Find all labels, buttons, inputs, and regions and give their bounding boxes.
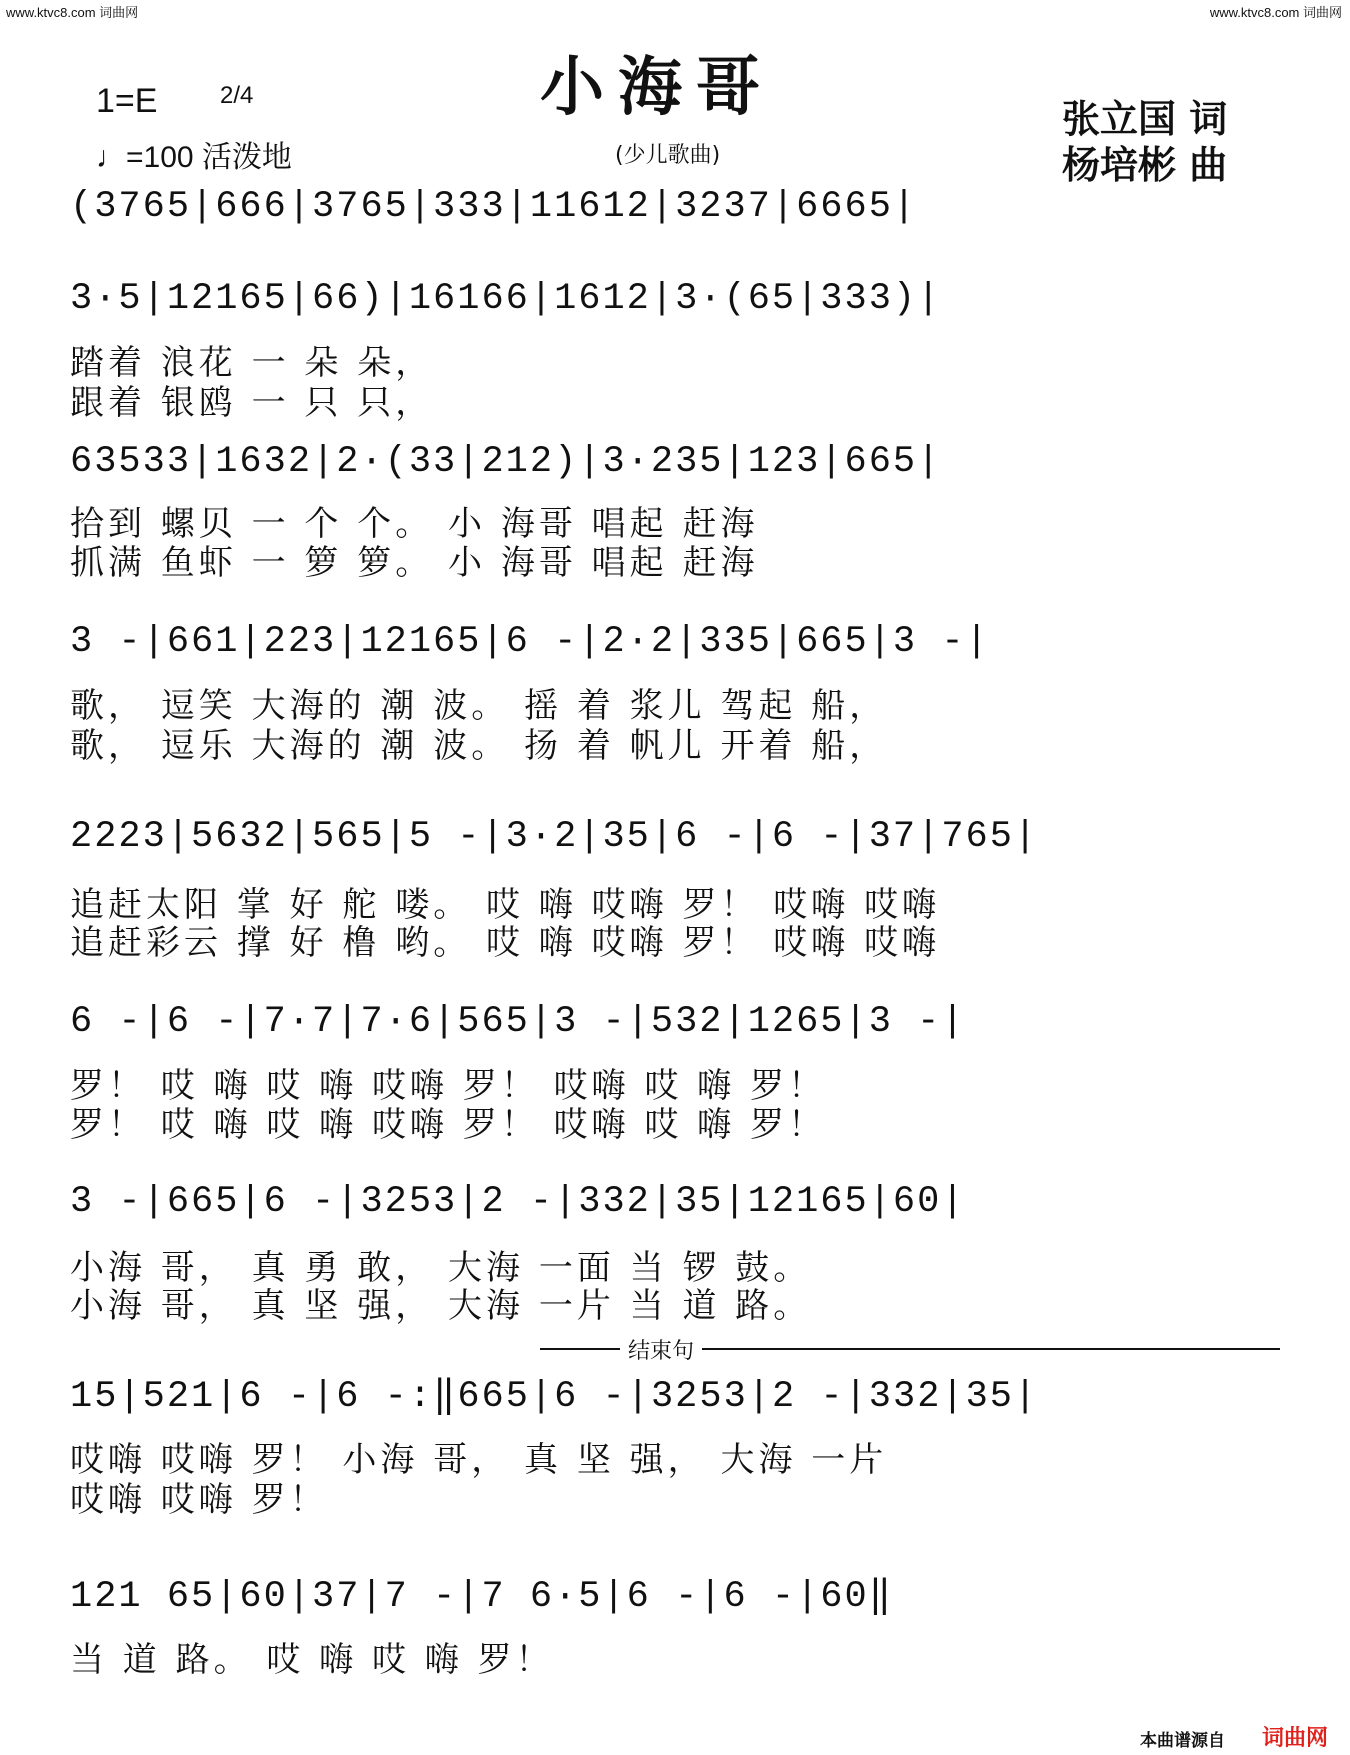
key-signature: 1=E xyxy=(96,82,158,120)
system-2-lyric-1: 踏着 浪花 一 朵 朵， xyxy=(70,343,434,383)
system-5-lyric-1: 追赶太阳 掌 好 舵 喽。 哎 嗨 哎嗨 罗！ 哎嗨 哎嗨 xyxy=(70,885,941,925)
site-logo: 词曲网 xyxy=(1262,1725,1329,1750)
system-5-lyric-2: 追赶彩云 撑 好 橹 哟。 哎 嗨 哎嗨 罗！ 哎嗨 哎嗨 xyxy=(70,923,941,963)
composer-credit: 杨培彬 曲 xyxy=(1062,143,1228,187)
system-4-lyric-1: 歌， 逗笑 大海的 潮 波。 摇 着 浆儿 驾起 船， xyxy=(70,686,888,726)
system-4-notes: 3 -|661|223|12165|6 -|2·2|335|665|3 -| xyxy=(70,621,990,663)
system-6-lyric-1: 罗！ 哎 嗨 哎 嗨 哎嗨 罗！ 哎嗨 哎 嗨 罗！ xyxy=(70,1066,827,1106)
system-7-lyric-1: 小海 哥， 真 勇 敢， 大海 一面 当 锣 鼓。 xyxy=(70,1248,812,1288)
subtitle: (少儿歌曲) xyxy=(615,143,721,168)
ending-label: 结束句 xyxy=(620,1334,702,1365)
watermark-left: www.ktvc8.com 词曲网 xyxy=(6,5,139,20)
system-7-notes: 3 -|665|6 -|3253|2 -|332|35|12165|60| xyxy=(70,1181,966,1223)
system-9-notes: 121 65|60|37|7 -|7 6·5|6 -|6 -|60‖ xyxy=(70,1576,893,1618)
system-9-lyric-1: 当 道 路。 哎 嗨 哎 嗨 罗！ xyxy=(70,1640,554,1680)
system-6-notes: 6 -|6 -|7·7|7·6|565|3 -|532|1265|3 -| xyxy=(70,1001,966,1043)
time-signature: 2/4 xyxy=(220,82,254,109)
lyricist-credit: 张立国 词 xyxy=(1062,97,1228,141)
system-7-lyric-2: 小海 哥， 真 坚 强， 大海 一片 当 道 路。 xyxy=(70,1286,812,1326)
system-2-lyric-2: 跟着 银鸥 一 只 只， xyxy=(70,383,434,423)
tempo-marking: ♩=100 活泼地 xyxy=(96,141,292,174)
system-1-notes: (3765|666|3765|333|11612|3237|6665| xyxy=(70,186,918,228)
system-8-notes: 15|521|6 -|6 -:‖665|6 -|3253|2 -|332|35| xyxy=(70,1376,1039,1418)
system-8-lyric-2: 哎嗨 哎嗨 罗！ xyxy=(70,1480,328,1520)
system-3-lyric-1: 拾到 螺贝 一 个 个。 小 海哥 唱起 赶海 xyxy=(70,504,759,544)
system-3-lyric-2: 抓满 鱼虾 一 箩 箩。 小 海哥 唱起 赶海 xyxy=(70,543,759,583)
song-title: 小海哥 xyxy=(540,50,774,125)
watermark-right: www.ktvc8.com 词曲网 xyxy=(1209,5,1342,20)
source-note: 本曲谱源自 xyxy=(1140,1731,1225,1751)
system-3-notes: 63533|1632|2·(33|212)|3·235|123|665| xyxy=(70,441,942,483)
system-6-lyric-2: 罗！ 哎 嗨 哎 嗨 哎嗨 罗！ 哎嗨 哎 嗨 罗！ xyxy=(70,1105,827,1145)
system-2-notes: 3·5|12165|66)|16166|1612|3·(65|333)| xyxy=(70,278,942,320)
system-5-notes: 2223|5632|565|5 -|3·2|35|6 -|6 -|37|765| xyxy=(70,816,1039,858)
system-4-lyric-2: 歌， 逗乐 大海的 潮 波。 扬 着 帆儿 开着 船， xyxy=(70,726,888,766)
system-8-lyric-1: 哎嗨 哎嗨 罗！ 小海 哥， 真 坚 强， 大海 一片 xyxy=(70,1440,888,1480)
